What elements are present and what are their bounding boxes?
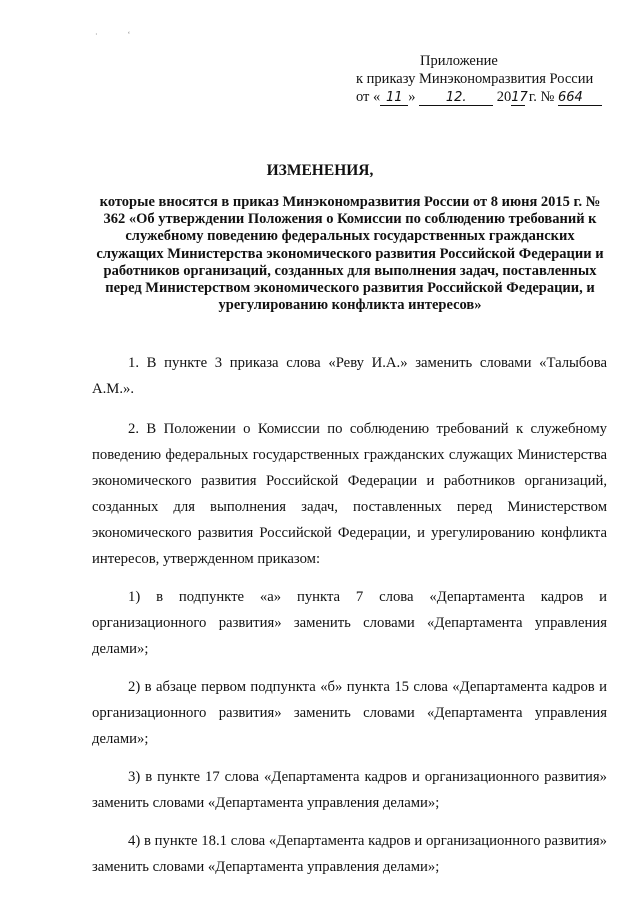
document-body: [92, 350, 607, 892]
paragraph: 1) в подпункте «а» пункта 7 слова «Департамента кадров и организационного развития» заменить словами «Департамента управления делами»;: [92, 589, 607, 657]
order-number: 664: [558, 90, 602, 106]
paragraph: 2. В Положении о Комиссии по соблюдению требований к служебному поведению федеральных государственных гражданских служащих Министерства экономического развития Российской Федерации и работников организаций, созданных для выполнения задач, поставленных перед Министерством экономического развития Российской Федерации, и урегулированию конфликта интересов, утвержденном приказом:: [92, 421, 607, 567]
document-title: ИЗМЕНЕНИЯ,: [266, 162, 374, 179]
date-year-suffix: г. №: [528, 89, 555, 105]
appendix-title: Приложение: [420, 53, 498, 69]
paragraph: 3) в пункте 17 слова «Департамента кадров и организационного развития» заменить словами «Департамента управления делами»;: [92, 769, 607, 811]
date-year-prefix: 20: [496, 89, 512, 105]
appendix-block: [356, 52, 606, 106]
date-day: 11: [380, 90, 408, 106]
paragraph: 1. В пункте 3 приказа слова «Реву И.А.» заменить словами «Талыбова А.М.».: [92, 355, 607, 397]
order-date-line: [356, 88, 606, 106]
date-prefix: от «: [356, 89, 381, 105]
date-month: 12.: [419, 90, 493, 106]
date-year-hand: 17: [511, 90, 528, 105]
date-mid: »: [408, 89, 416, 105]
document-subtitle: которые вносятся в приказ Минэкономразвития России от 8 июня 2015 г. № 362 «Об утверждении Положения о Комиссии по соблюдению требований к служебному поведению федеральных государственных гражданских служащих Министерства экономического развития Российской Федерации и работников организаций, созданных для выполнения задач, поставленных перед Министерством экономического развития Российской Федерации, и урегулированию конфликта интересов»: [96, 194, 604, 314]
paragraph: 2) в абзаце первом подпункта «б» пункта 15 слова «Департамента кадров и организационного развития» заменить словами «Департамента управления делами»;: [92, 679, 607, 747]
paragraph: 4) в пункте 18.1 слова «Департамента кадров и организационного развития» заменить словами «Департамента управления делами»;: [92, 833, 607, 875]
order-reference: к приказу Минэкономразвития России: [356, 71, 594, 87]
scan-marks: ·‘: [95, 30, 161, 39]
